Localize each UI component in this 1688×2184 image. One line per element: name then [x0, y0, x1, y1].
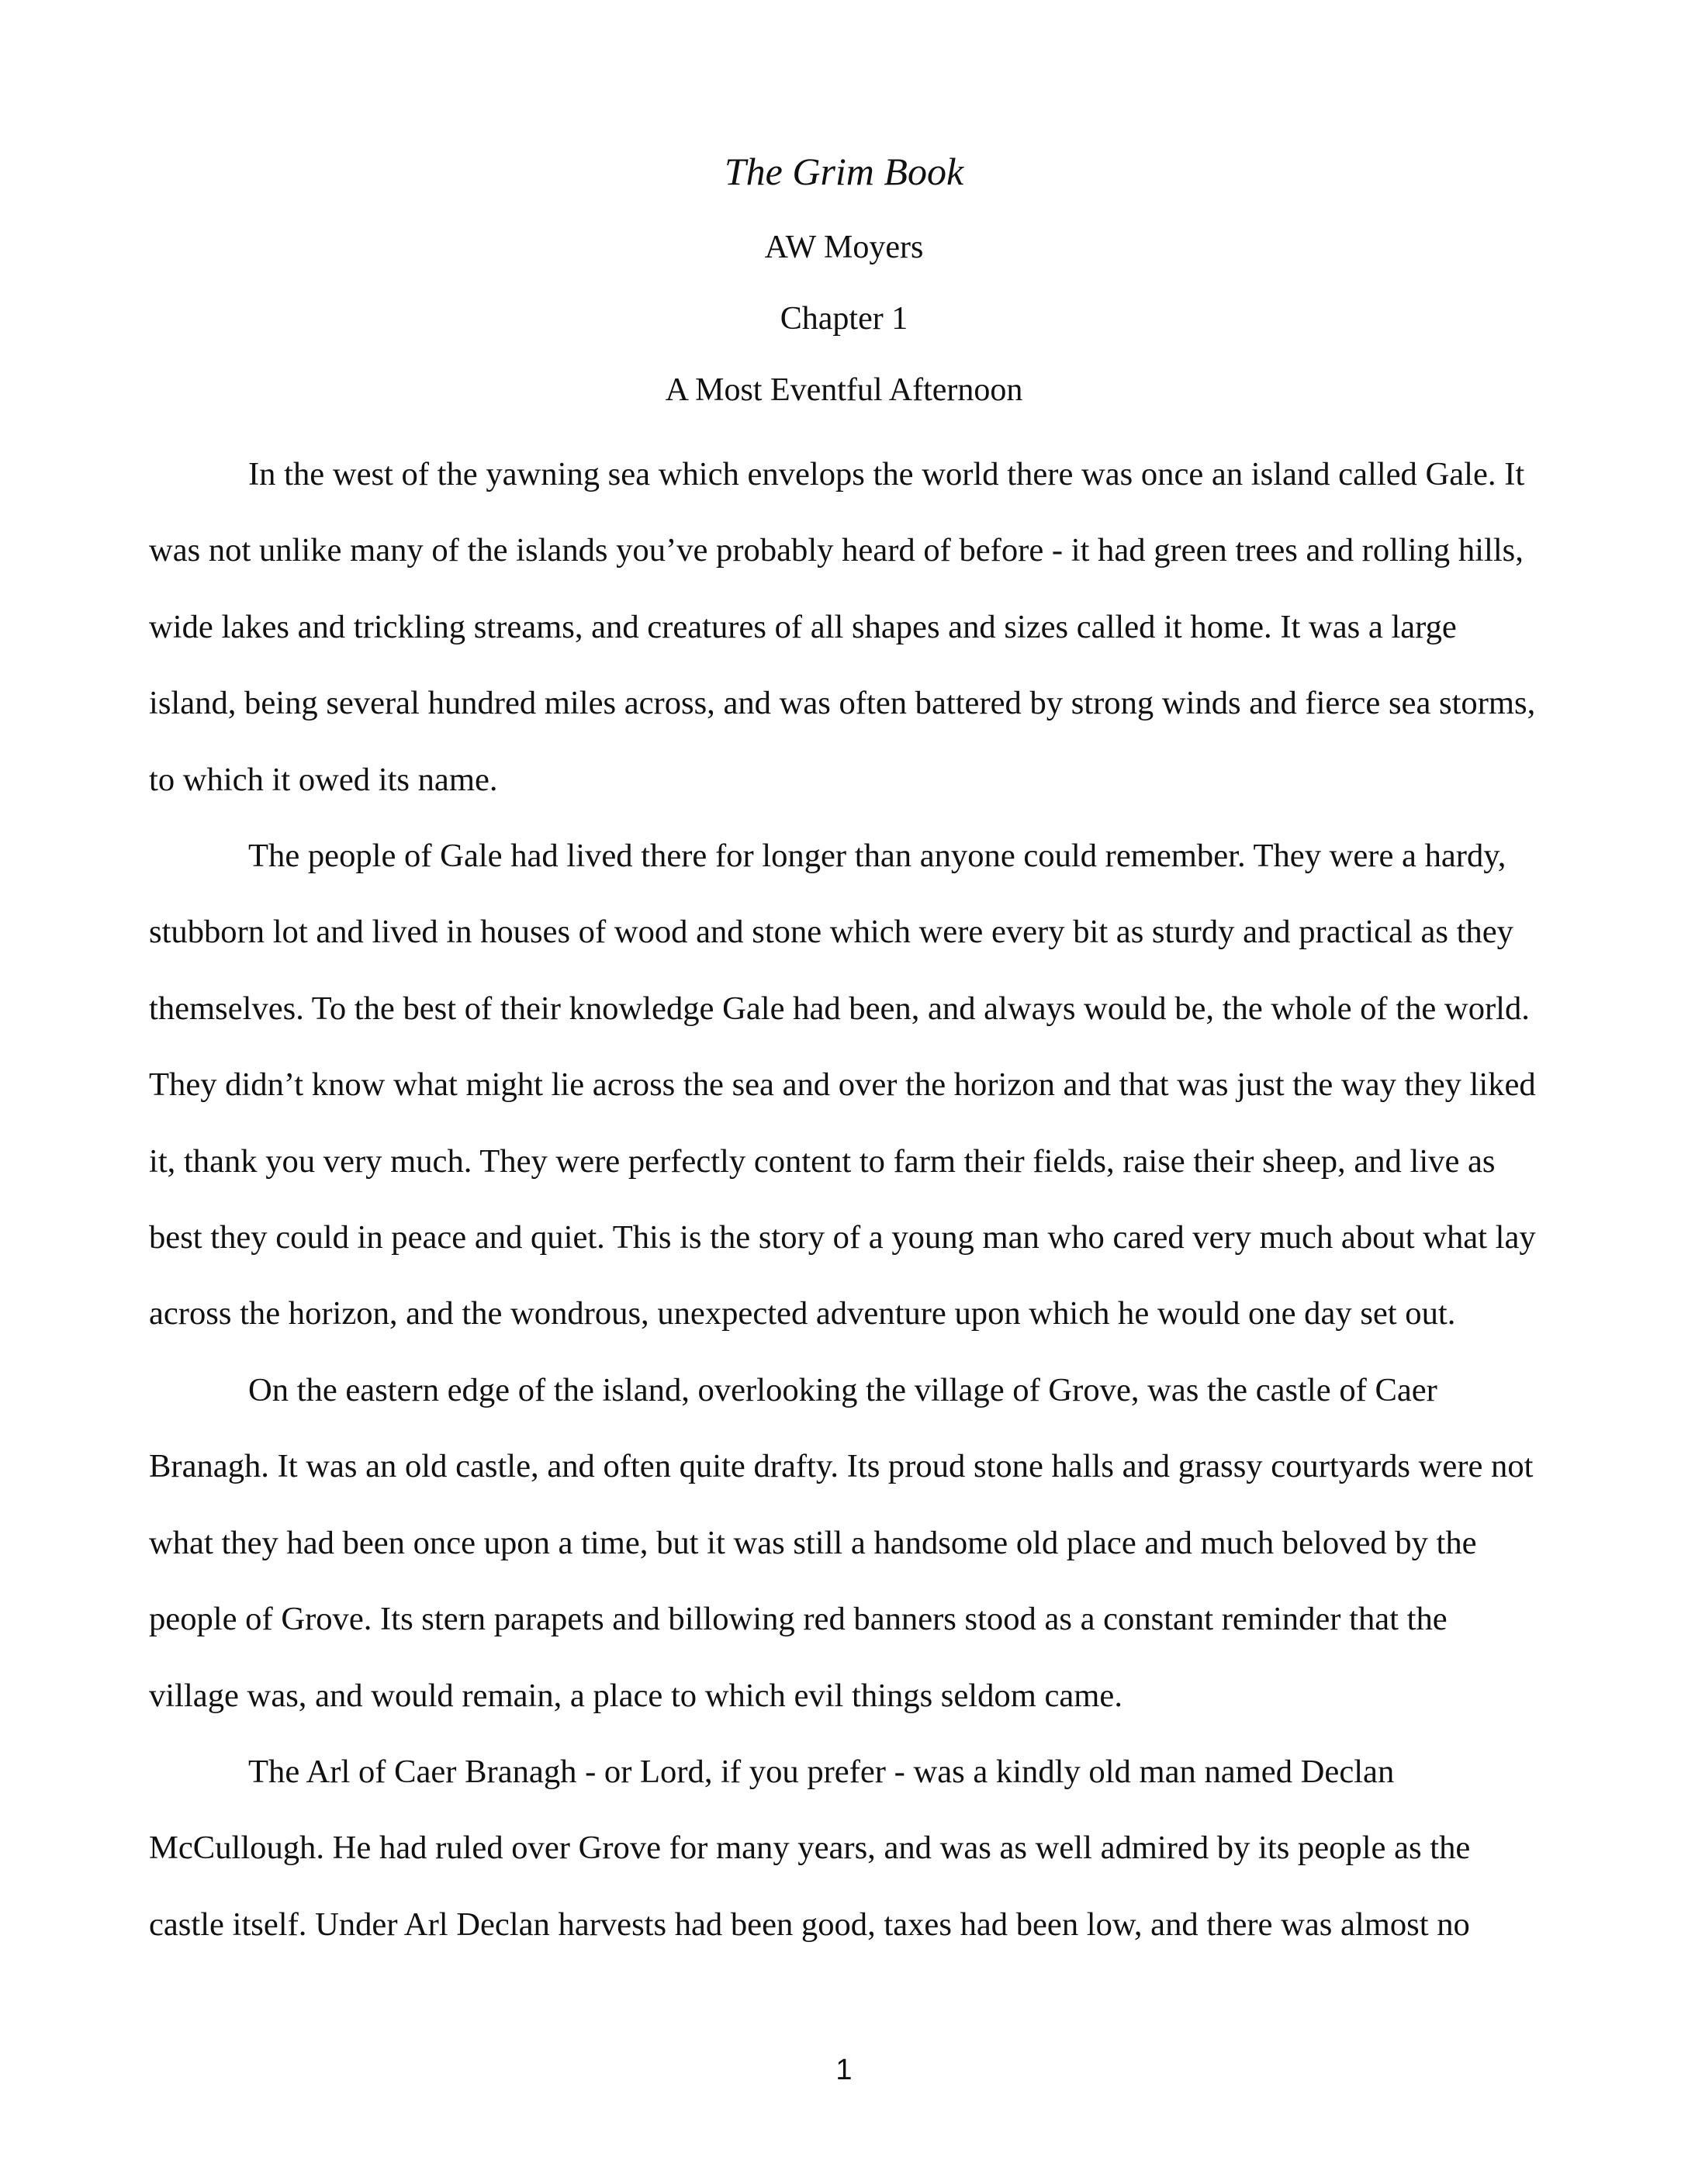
paragraph: The people of Gale had lived there for longer than anyone could remember. They were a hardy, stubborn lot and lived in houses of wood and stone which were every bit as sturdy and practical as they themselves. To the best of their knowledge Gale had been, and always would be, the whole of the world. They didn’t know what might lie across the sea and over the horizon and that was just the way they liked it, thank you very much. They were perfectly content to farm their fields, raise their sheep, and live as best they could in peace and quiet. This is the story of a young man who cared very much about what lay across the horizon, and the wondrous, unexpected adventure upon which he would one day set out. — [149, 838, 1536, 1332]
chapter-title: A Most Eventful Afternoon — [665, 372, 1023, 408]
body-text — [149, 437, 1545, 1963]
page-number: 1 — [835, 2054, 853, 2086]
paragraph: The Arl of Caer Branagh - or Lord, if you prefer - was a kindly old man named Declan McCullough. He had ruled over Grove for many years, and was as well admired by its people as the castle itself. Under Arl Declan harvests had been good, taxes had been low, and there was almost no — [149, 1753, 1471, 1943]
book-title: The Grim Book — [724, 150, 964, 193]
paragraph: On the eastern edge of the island, overlooking the village of Grove, was the castle of Caer Branagh. It was an old castle, and often quite drafty. Its proud stone halls and grassy courtyards were not what they had been once upon a time, but it was still a handsome old place and much beloved by the people of Grove. Its stern parapets and billowing red banners stood as a constant reminder that the village was, and would remain, a place to which evil things seldom came. — [149, 1371, 1534, 1714]
paragraph: In the west of the yawning sea which envelops the world there was once an island called Gale. It was not unlike many of the islands you’ve probably heard of before - it had green trees and rolling hills, wide lakes and trickling streams, and creatures of all shapes and sizes called it home. It was a large island, being several hundred miles across, and was often battered by strong winds and fierce sea storms, to which it owed its name. — [149, 456, 1536, 798]
chapter-heading: Chapter 1 — [780, 301, 908, 337]
author-name: AW Moyers — [764, 230, 924, 265]
